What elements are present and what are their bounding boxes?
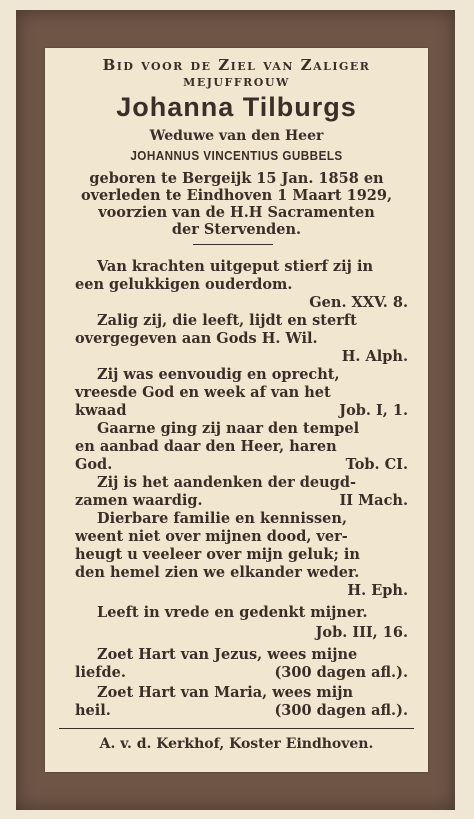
verse-5-line-1: Zij is het aandenken der deugd- bbox=[97, 474, 356, 491]
verse-5-ref: II Mach. bbox=[339, 492, 408, 509]
bio-line-2: overleden te Eindhoven 1 Maart 1929, bbox=[80, 187, 393, 204]
verse-2-line-1: Zalig zij, die leeft, lijdt en sterft bbox=[97, 312, 357, 329]
bio-line-1: geboren te Bergeijk 15 Jan. 1858 en bbox=[89, 170, 384, 187]
verse-2-line-2: overgegeven aan Gods H. Wil. bbox=[75, 330, 318, 347]
bio-line-4: der Stervenden. bbox=[171, 221, 302, 238]
widow-of: Weduwe van den Heer bbox=[149, 128, 324, 144]
verse-4-ref: Tob. CI. bbox=[345, 456, 408, 473]
verse-6-ref: H. Eph. bbox=[347, 582, 408, 599]
verse-4-line-1: Gaarne ging zij naar den tempel bbox=[97, 420, 360, 437]
verse-8-line-1: Zoet Hart van Jezus, wees mijne bbox=[97, 646, 358, 663]
verse-8-line-2: liefde. bbox=[75, 664, 126, 681]
divider bbox=[193, 244, 273, 245]
verse-4-line-3: God. bbox=[75, 456, 113, 473]
verse-6-line-4: den hemel zien we elkander weder. bbox=[75, 564, 360, 581]
header-line-2: MEJUFFROUW bbox=[183, 76, 290, 89]
header-line-1: Bid voor de Ziel van Zaliger bbox=[102, 56, 371, 74]
verse-4-line-2: en aanbad daar den Heer, haren bbox=[75, 438, 337, 455]
printer-line: A. v. d. Kerkhof, Koster Eindhoven. bbox=[99, 736, 374, 752]
verse-1-line-2: een gelukkigen ouderdom. bbox=[75, 276, 293, 293]
verse-6-line-3: heugt u veeleer over mijn geluk; in bbox=[75, 546, 360, 563]
footer-divider bbox=[59, 728, 414, 729]
verse-5-line-2: zamen waardig. bbox=[75, 492, 203, 509]
bio-line-3: voorzien van de H.H Sacramenten bbox=[98, 204, 375, 221]
verse-7-line-1: Leeft in vrede en gedenkt mijner. bbox=[97, 604, 368, 621]
verse-3-line-1: Zij was eenvoudig en oprecht, bbox=[97, 366, 340, 383]
deceased-name: Johanna Tilburgs bbox=[116, 92, 357, 122]
memorial-card bbox=[45, 48, 428, 772]
verse-6-line-2: weent niet over mijnen dood, ver- bbox=[75, 528, 348, 545]
verse-9-line-2: heil. bbox=[75, 702, 111, 719]
verse-3-line-2: vreesde God en week af van het bbox=[75, 384, 331, 401]
verse-2-ref: H. Alph. bbox=[341, 348, 408, 365]
husband-name: JOHANNUS VINCENTIUS GUBBELS bbox=[130, 148, 343, 163]
verse-3-line-3: kwaad bbox=[75, 402, 127, 419]
verse-9-ref: (300 dagen afl.). bbox=[274, 702, 408, 719]
verse-1-line-1: Van krachten uitgeput stierf zij in bbox=[97, 258, 374, 275]
verse-9-line-1: Zoet Hart van Maria, wees mijn bbox=[97, 684, 353, 701]
verse-1-ref: Gen. XXV. 8. bbox=[309, 294, 408, 311]
verse-7-ref: Job. III, 16. bbox=[315, 624, 408, 641]
verse-3-ref: Job. I, 1. bbox=[339, 402, 408, 419]
verse-6-line-1: Dierbare familie en kennissen, bbox=[97, 510, 347, 527]
verse-8-ref: (300 dagen afl.). bbox=[274, 664, 408, 681]
